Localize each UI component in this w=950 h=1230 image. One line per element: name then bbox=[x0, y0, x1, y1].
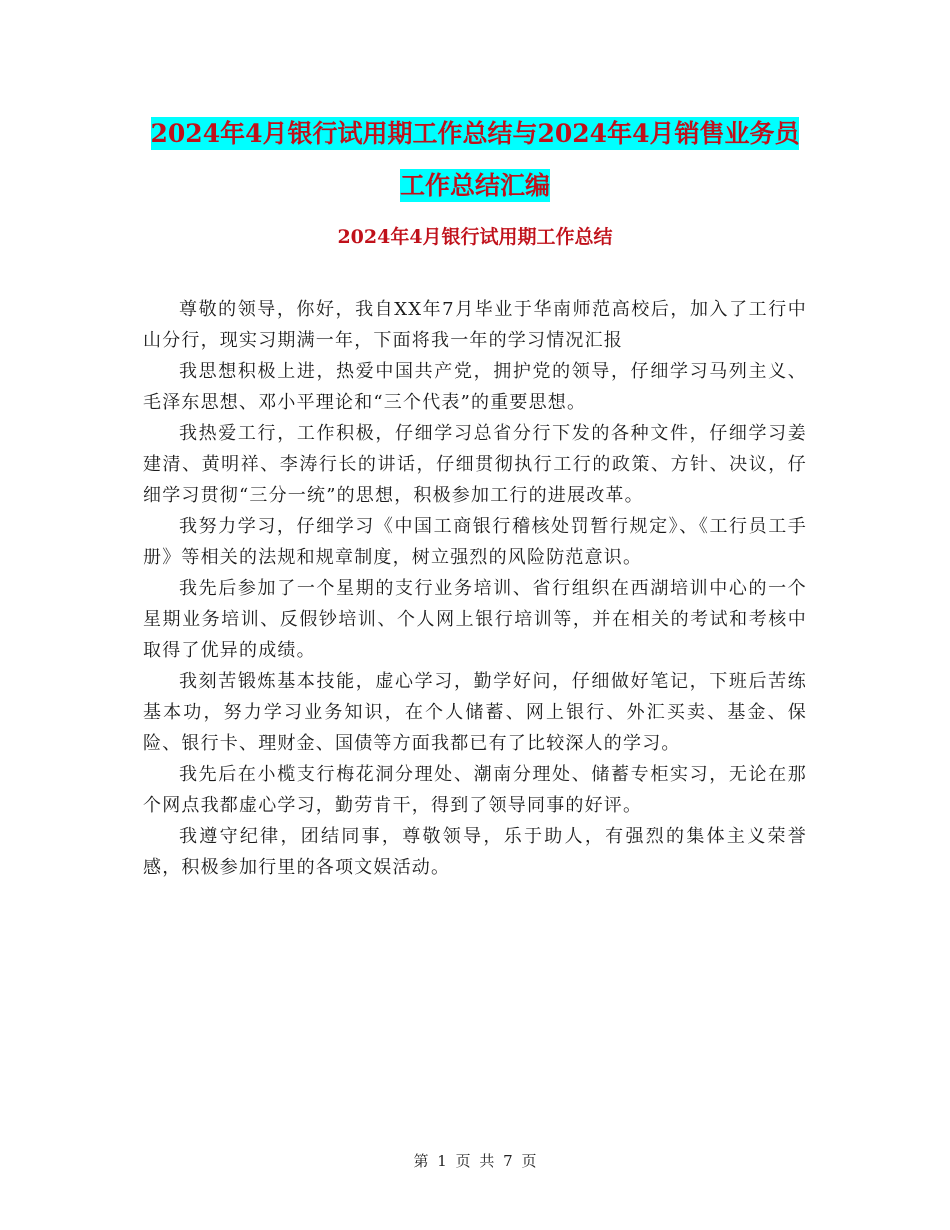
page-footer: 第 1 页 共 7 页 bbox=[413, 1152, 537, 1170]
paragraph: 尊敬的领导，你好，我自XX年7月毕业于华南师范高校后，加入了工行中山分行，现实习期满一年，下面将我一年的学习情况汇报 bbox=[143, 299, 807, 351]
paragraph: 我热爱工行，工作积极，仔细学习总省分行下发的各种文件，仔细学习姜建清、黄明祥、李涛行长的讲话，仔细贯彻执行工行的政策、方针、决议，仔细学习贯彻“三分一统”的思想，积极参加工行的进展改革。 bbox=[143, 423, 807, 506]
paragraph: 我先后参加了一个星期的支行业务培训、省行组织在西湖培训中心的一个星期业务培训、反假钞培训、个人网上银行培训等，并在相关的考试和考核中取得了优异的成绩。 bbox=[143, 578, 807, 661]
document-title bbox=[143, 108, 807, 212]
document-title-text: 2024年4月银行试用期工作总结与2024年4月销售业务员工作总结汇编 bbox=[150, 119, 800, 200]
paragraph: 我先后在小榄支行梅花洞分理处、潮南分理处、储蓄专柜实习，无论在那个网点我都虚心学习，勤劳肯干，得到了领导同事的好评。 bbox=[143, 764, 807, 816]
section-heading: 2024年4月银行试用期工作总结 bbox=[337, 226, 613, 248]
paragraph: 我努力学习，仔细学习《中国工商银行稽核处罚暂行规定》、《工行员工手册》等相关的法规和规章制度，树立强烈的风险防范意识。 bbox=[143, 516, 807, 568]
paragraph: 我刻苦锻炼基本技能，虚心学习，勤学好问，仔细做好笔记，下班后苦练基本功，努力学习业务知识，在个人储蓄、网上银行、外汇买卖、基金、保险、银行卡、理财金、国债等方面我都已有了比较深人的学习。 bbox=[143, 671, 807, 754]
paragraph: 我思想积极上进，热爱中国共产党，拥护党的领导，仔细学习马列主义、毛泽东思想、邓小平理论和“三个代表”的重要思想。 bbox=[143, 361, 807, 413]
paragraph: 我遵守纪律，团结同事，尊敬领导，乐于助人，有强烈的集体主义荣誉感，积极参加行里的各项文娱活动。 bbox=[143, 826, 807, 878]
document-body bbox=[143, 294, 807, 883]
